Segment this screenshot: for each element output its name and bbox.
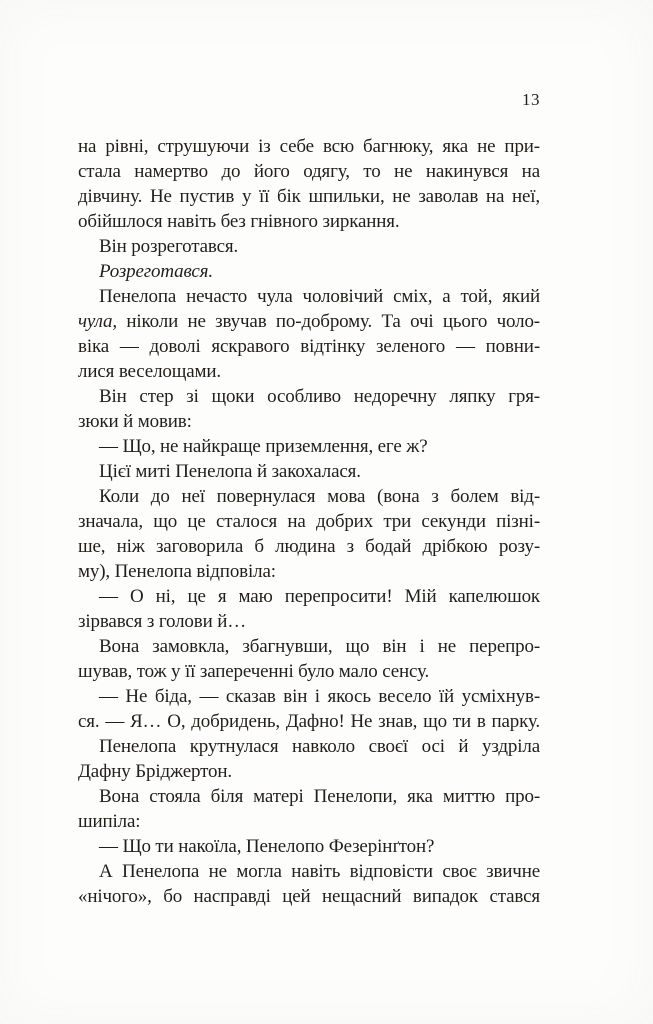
- text-line: [78, 534, 540, 559]
- text-line: [78, 234, 540, 259]
- text-segment: Він розреготався.: [99, 236, 239, 257]
- text-segment: ніколи не звучав по-доброму. Та очі цього чоло-: [117, 311, 540, 332]
- text-line: [78, 559, 540, 584]
- text-segment: віка — доволі яскравого відтінку зеленого — повни-: [78, 336, 540, 357]
- text-segment: Коли до неї повернулася мова (вона з болем від-: [99, 486, 540, 507]
- text-segment: Дафну Бріджертон.: [78, 761, 232, 782]
- text-line: [78, 334, 540, 359]
- text-segment: на рівні, струшуючи із себе всю багнюку, яка не при-: [78, 136, 540, 157]
- text-segment: Він стер зі щоки особливо недоречну ляпку гря-: [99, 386, 540, 407]
- text-segment: Пенелопа крутнулася навколо своєї осі й уздріла: [99, 736, 540, 757]
- text-line: [78, 759, 540, 784]
- text-line: [78, 884, 540, 909]
- text-segment: Цієї миті Пенелопа й закохалася.: [99, 461, 361, 482]
- text-segment: дівчину. Не пустив у її бік шпильки, не заволав на неї,: [78, 186, 540, 207]
- text-segment: стала намертво до його одягу, то не накинувся на: [78, 161, 540, 182]
- text-segment: ся. — Я… О, добридень, Дафно! Не знав, що ти в парку.: [78, 711, 540, 732]
- text-line: [78, 809, 540, 834]
- text-segment: шував, тож у її запереченні було мало сенсу.: [78, 661, 430, 682]
- text-line: [78, 309, 540, 334]
- text-line: [78, 409, 540, 434]
- text-line: [78, 459, 540, 484]
- text-line: [78, 259, 540, 284]
- text-line: [78, 584, 540, 609]
- text-segment: «нічого», бо насправді цей нещасний випадок стався: [78, 886, 540, 907]
- text-line: [78, 209, 540, 234]
- text-line: [78, 609, 540, 634]
- text-segment: значала, що це сталося на добрих три секунди пізні-: [78, 511, 540, 532]
- text-line: [78, 734, 540, 759]
- text-segment: му), Пенелопа відповіла:: [78, 561, 276, 582]
- text-segment-italic: чула,: [78, 311, 118, 332]
- text-segment: Вона замовкла, збагнувши, що він і не перепро-: [99, 636, 540, 657]
- text-line: [78, 659, 540, 684]
- text-line: [78, 784, 540, 809]
- text-segment: обійшлося навіть без гнівного зиркання.: [78, 211, 400, 232]
- text-line: [78, 159, 540, 184]
- text-line: [78, 384, 540, 409]
- text-line: [78, 684, 540, 709]
- text-line: [78, 834, 540, 859]
- text-segment: лися веселощами.: [78, 361, 222, 382]
- page-number: 13: [522, 90, 540, 109]
- text-line: [78, 634, 540, 659]
- text-line: [78, 134, 540, 159]
- text-line: [78, 284, 540, 309]
- text-segment: — О ні, це я маю перепросити! Мій капелюшок: [99, 586, 540, 607]
- text-line: [78, 359, 540, 384]
- text-segment: — Що ти накоїла, Пенелопо Фезерінґтон?: [99, 836, 435, 857]
- text-segment: — Що, не найкраще приземлення, еге ж?: [99, 436, 428, 457]
- text-line: [78, 709, 540, 734]
- text-segment: А Пенелопа не могла навіть відповісти своє звичне: [99, 861, 540, 882]
- text-line: [78, 484, 540, 509]
- text-segment: зірвався з голови й…: [78, 611, 247, 632]
- text-segment: ше, ніж заговорила б людина з бодай дрібкою розу-: [78, 536, 540, 557]
- text-segment-italic: Розреготався.: [99, 261, 213, 282]
- text-line: [78, 434, 540, 459]
- text-line: [78, 859, 540, 884]
- text-segment: шипіла:: [78, 811, 141, 832]
- text-segment: Пенелопа нечасто чула чоловічий сміх, а той, який: [99, 286, 540, 307]
- text-segment: зюки й мовив:: [78, 411, 192, 432]
- text-segment: Вона стояла біля матері Пенелопи, яка миттю про-: [99, 786, 540, 807]
- text-line: [78, 184, 540, 209]
- text-line: [78, 509, 540, 534]
- text-segment: — Не біда, — сказав він і якось весело їй усміхнув-: [99, 686, 540, 707]
- text-block: [78, 134, 540, 909]
